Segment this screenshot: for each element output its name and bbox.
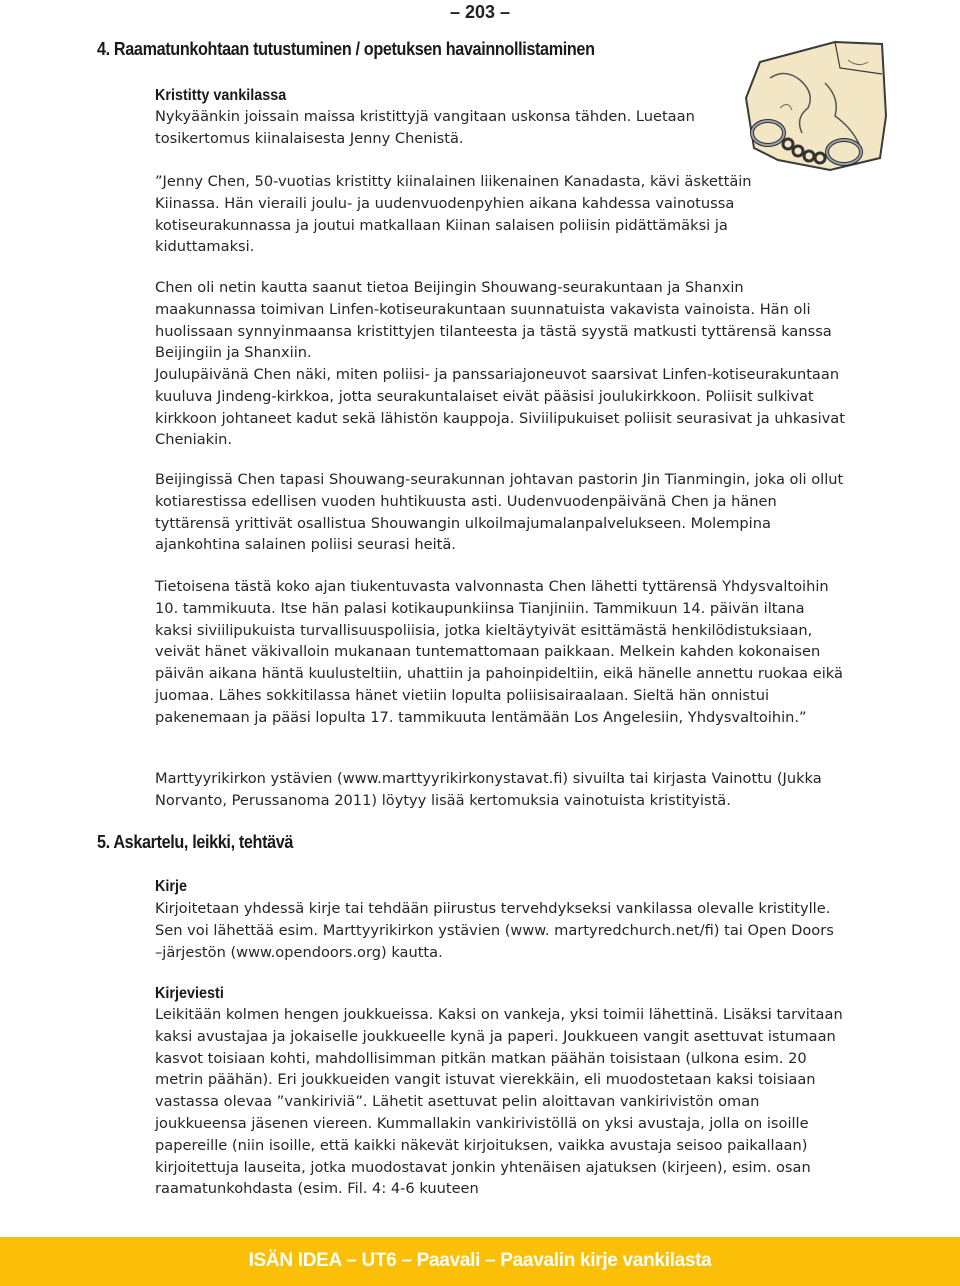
paragraph-story-4: Beijingissä Chen tapasi Shouwang-seurakunnan johtavan pastorin Jin Tianmingin, joka oli ollut kotiarestissa edellisen vuoden huhtikuusta asti. Uudenvuodenpäivänä Chen ja hänen tyttärensä yrittivät osallistua Shouwangin ulkoilmajumalanpalvelukseen. Molempina ajankohtina salainen poliisi seurasi heitä. bbox=[155, 471, 844, 554]
map-and-handcuffs-icon bbox=[740, 38, 888, 174]
paragraph-intro: Nykyäänkin joissain maissa kristittyjä vangitaan uskonsa tähden. Luetaan tosikertomus kiinalaisesta Jenny Chenistä. bbox=[155, 108, 695, 147]
footer-title: ISÄN IDEA – UT6 – Paavali – Paavalin kirje vankilasta bbox=[248, 1250, 712, 1271]
paragraph-kirje: Kirjoitetaan yhdessä kirje tai tehdään piirustus tervehdykseksi vankilassa olevalle kristitylle. Sen voi lähettää esim. Marttyyrikirkon ystävien (www. martyredchurch.net/fi) tai Open Doors –järjestön (www.opendoors.org) kautta. bbox=[155, 900, 834, 961]
paragraph-story-3: Joulupäivänä Chen näki, miten poliisi- ja panssariajoneuvot saarsivat Linfen-kotiseurakuntaan kuuluva Jindeng-kirkkoa, jotta seurakuntalaiset eivät pääsisi joulukirkkoon. Poliisit sulkivat kirkkoon johtaneet kadut sekä lähistön kauppoja. Siviilipukuiset poliisit seurasivat ja uhkasivat Cheniakin. bbox=[155, 366, 845, 449]
section-4-heading: 4. Raamatunkohtaan tutustuminen / opetuksen havainnollistaminen bbox=[97, 39, 595, 59]
footer-bar bbox=[0, 1237, 960, 1286]
section-5-heading: 5. Askartelu, leikki, tehtävä bbox=[97, 832, 294, 852]
subheading-kirje: Kirje bbox=[155, 878, 188, 895]
subheading-kirjeviesti: Kirjeviesti bbox=[155, 985, 224, 1002]
subheading-kristitty-vankilassa: Kristitty vankilassa bbox=[155, 87, 287, 104]
paragraph-kirjeviesti: Leikitään kolmen hengen joukkueissa. Kaksi on vankeja, yksi toimii lähettinä. Lisäksi tarvitaan kaksi avustajaa ja jokaiselle joukkueelle kynä ja paperi. Joukkueen vangit asettuvat istumaan kasvot toisiaan kohti, mahdollisimman pitkän matkan päähän toisistaan (ulkona esim. 20 metrin päähän). Eri joukkueiden vangit istuvat vierekkäin, eli muodostetaan kaksi toisiaan vastassa olevaa ”vankiriviä”. Lähetit asettuvat pelin aloittavan vankirivistön oman joukkueensa jäsenen viereen. Kummallakin vankirivistöllä on yksi avustaja, jolla on isoille papereille (niin isoille, että kaikki näkevät kirjoituksen, vaikka avustaja seisoo paikallaan) kirjoitettuja lauseita, jotka muodostavat jonkin yhtenäisen ajatuksen (kirjeen), esim. osan raamatunkohdasta (esim. Fil. 4: 4-6 kuuteen bbox=[155, 1006, 843, 1198]
paragraph-source: Marttyyrikirkon ystävien (www.marttyyrikirkonystavat.fi) sivuilta tai kirjasta Vainottu (Jukka Norvanto, Perussanoma 2011) löytyy lisää kertomuksia vainotuista kristityistä. bbox=[155, 770, 822, 809]
paragraph-story-1: ”Jenny Chen, 50-vuotias kristitty kiinalainen liikenainen Kanadasta, kävi äskettäin Kiinassa. Hän vieraili joulu- ja uudenvuodenpyhien aikana kahdessa vainotussa kotiseurakunnassa ja joutui matkallaan Kiinan salaisen poliisin pidättämäksi ja kiduttamaksi. bbox=[155, 173, 752, 256]
paragraph-story-2: Chen oli netin kautta saanut tietoa Beijingin Shouwang-seurakuntaan ja Shanxin maakunnassa toimivan Linfen-kotiseurakuntaan suunnatuista vakavista vainoista. Hän oli huolissaan synnyinmaansa kristittyjen tilanteesta ja tästä syystä matkusti tyttärensä kanssa Beijingiin ja Shanxiin. bbox=[155, 279, 832, 362]
paragraph-story-5: Tietoisena tästä koko ajan tiukentuvasta valvonnasta Chen lähetti tyttärensä Yhdysvaltoihin 10. tammikuuta. Itse hän palasi kotikaupunkiinsa Tianjiniin. Tammikuun 14. päivän iltana kaksi siviilipukuista turvallisuuspoliisia, jotka kieltäytyivät esittämästä henkilödistuksiaan, veivät hänet väkivalloin mukanaan tuntemattomaan paikkaan. Melkein kahden kokonaisen päivän aikana häntä kuulusteltiin, uhattiin ja pahoinpideltiin, eikä hänelle annettu ruokaa eikä juomaa. Lähes sokkitilassa hänet vietiin lopulta poliisisairaalaan. Sieltä hän onnistui pakenemaan ja pääsi lopulta 17. tammikuuta lentämään Los Angelesiin, Yhdysvaltoihin.” bbox=[155, 578, 843, 726]
page-number: – 203 – bbox=[449, 2, 511, 22]
